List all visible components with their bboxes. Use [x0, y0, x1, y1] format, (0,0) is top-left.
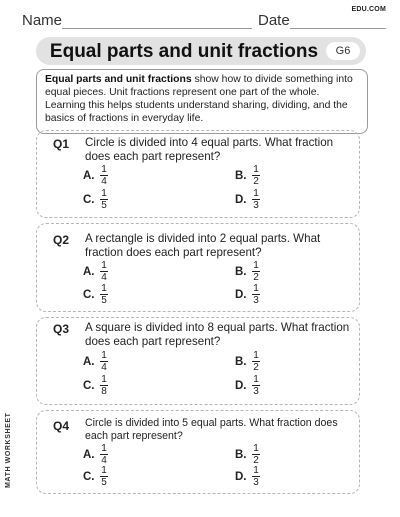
fraction: [252, 375, 260, 397]
option-letter: C.: [83, 194, 95, 206]
numerator: 1: [101, 350, 107, 361]
numerator: 1: [253, 164, 259, 175]
question-card: [36, 223, 360, 312]
option-b[interactable]: [235, 261, 260, 283]
question-text: Circle is divided into 5 equal parts. What fraction does each part represent?: [85, 417, 338, 442]
title-bar: [36, 37, 366, 65]
numerator: 1: [101, 465, 107, 476]
option-c[interactable]: [83, 284, 108, 306]
option-c[interactable]: [83, 375, 108, 397]
denominator: 2: [253, 455, 259, 466]
fraction: [100, 466, 108, 488]
denominator: 3: [253, 477, 259, 488]
question-text: A square is divided into 8 equal parts. What fraction does each part represent?: [85, 321, 350, 348]
option-c[interactable]: [83, 466, 108, 488]
denominator: 3: [253, 386, 259, 397]
fraction: [100, 165, 108, 187]
option-a[interactable]: [83, 351, 108, 373]
option-letter: D.: [235, 194, 247, 206]
fraction: [100, 261, 108, 283]
option-letter: C.: [83, 289, 95, 301]
fraction: [252, 351, 260, 373]
option-d[interactable]: [235, 466, 260, 488]
option-letter: A.: [83, 356, 95, 368]
option-letter: D.: [235, 380, 247, 392]
question-number: Q2: [53, 233, 70, 247]
question-number: Q1: [53, 137, 70, 151]
question-card: [36, 317, 360, 405]
denominator: 2: [253, 272, 259, 283]
question-card: [36, 130, 360, 218]
fraction: [252, 284, 260, 306]
option-d[interactable]: [235, 284, 260, 306]
option-a[interactable]: [83, 444, 108, 466]
grade-badge: G6: [326, 42, 360, 60]
numerator: 1: [101, 443, 107, 454]
intro-text: show how to divide something into equal pieces. Unit fractions represent one part of the whole. Learning this helps students understand sharing, dividing, and the basics of fractions in everyday life.: [45, 74, 353, 124]
fraction: [252, 189, 260, 211]
option-letter: B.: [235, 449, 247, 461]
denominator: 3: [253, 200, 259, 211]
numerator: 1: [253, 188, 259, 199]
fraction: [252, 444, 260, 466]
option-letter: B.: [235, 356, 247, 368]
denominator: 4: [101, 272, 107, 283]
denominator: 4: [101, 455, 107, 466]
numerator: 1: [101, 374, 107, 385]
question-card: [36, 410, 360, 494]
denominator: 5: [101, 295, 107, 306]
option-letter: C.: [83, 380, 95, 392]
option-letter: D.: [235, 289, 247, 301]
intro-bold: Equal parts and unit fractions: [45, 74, 192, 85]
option-letter: A.: [83, 449, 95, 461]
question-text: Circle is divided into 4 equal parts. What fraction does each part represent?: [85, 136, 334, 163]
option-a[interactable]: [83, 261, 108, 283]
fraction: [100, 351, 108, 373]
brand-logo: EDU.COM: [351, 6, 386, 13]
denominator: 8: [101, 386, 107, 397]
fraction: [252, 466, 260, 488]
option-d[interactable]: [235, 189, 260, 211]
option-b[interactable]: [235, 351, 260, 373]
fraction: [100, 375, 108, 397]
name-label: Name: [22, 12, 63, 29]
intro-box: [36, 69, 368, 134]
date-label: Date: [258, 12, 290, 29]
side-label: MATH WORKSHEET: [5, 412, 12, 488]
option-letter: B.: [235, 266, 247, 278]
option-letter: D.: [235, 471, 247, 483]
denominator: 2: [253, 362, 259, 373]
question-text: A rectangle is divided into 2 equal parts. What fraction does each part represent?: [85, 232, 321, 259]
fraction: [100, 444, 108, 466]
numerator: 1: [101, 164, 107, 175]
denominator: 5: [101, 477, 107, 488]
option-letter: B.: [235, 170, 247, 182]
denominator: 4: [101, 362, 107, 373]
numerator: 1: [253, 443, 259, 454]
denominator: 3: [253, 295, 259, 306]
fraction: [252, 261, 260, 283]
numerator: 1: [253, 374, 259, 385]
question-number: Q4: [53, 419, 70, 433]
fraction: [252, 165, 260, 187]
option-letter: A.: [83, 266, 95, 278]
option-b[interactable]: [235, 444, 260, 466]
denominator: 5: [101, 200, 107, 211]
name-line[interactable]: [62, 28, 252, 29]
option-letter: C.: [83, 471, 95, 483]
numerator: 1: [253, 260, 259, 271]
fraction: [100, 284, 108, 306]
page-title: Equal parts and unit fractions: [49, 41, 319, 62]
numerator: 1: [101, 260, 107, 271]
option-b[interactable]: [235, 165, 260, 187]
question-number: Q3: [53, 322, 70, 336]
denominator: 2: [253, 176, 259, 187]
denominator: 4: [101, 176, 107, 187]
option-d[interactable]: [235, 375, 260, 397]
numerator: 1: [253, 350, 259, 361]
numerator: 1: [101, 188, 107, 199]
numerator: 1: [101, 283, 107, 294]
numerator: 1: [253, 465, 259, 476]
option-letter: A.: [83, 170, 95, 182]
date-line[interactable]: [290, 28, 386, 29]
numerator: 1: [253, 283, 259, 294]
fraction: [100, 189, 108, 211]
option-c[interactable]: [83, 189, 108, 211]
option-a[interactable]: [83, 165, 108, 187]
